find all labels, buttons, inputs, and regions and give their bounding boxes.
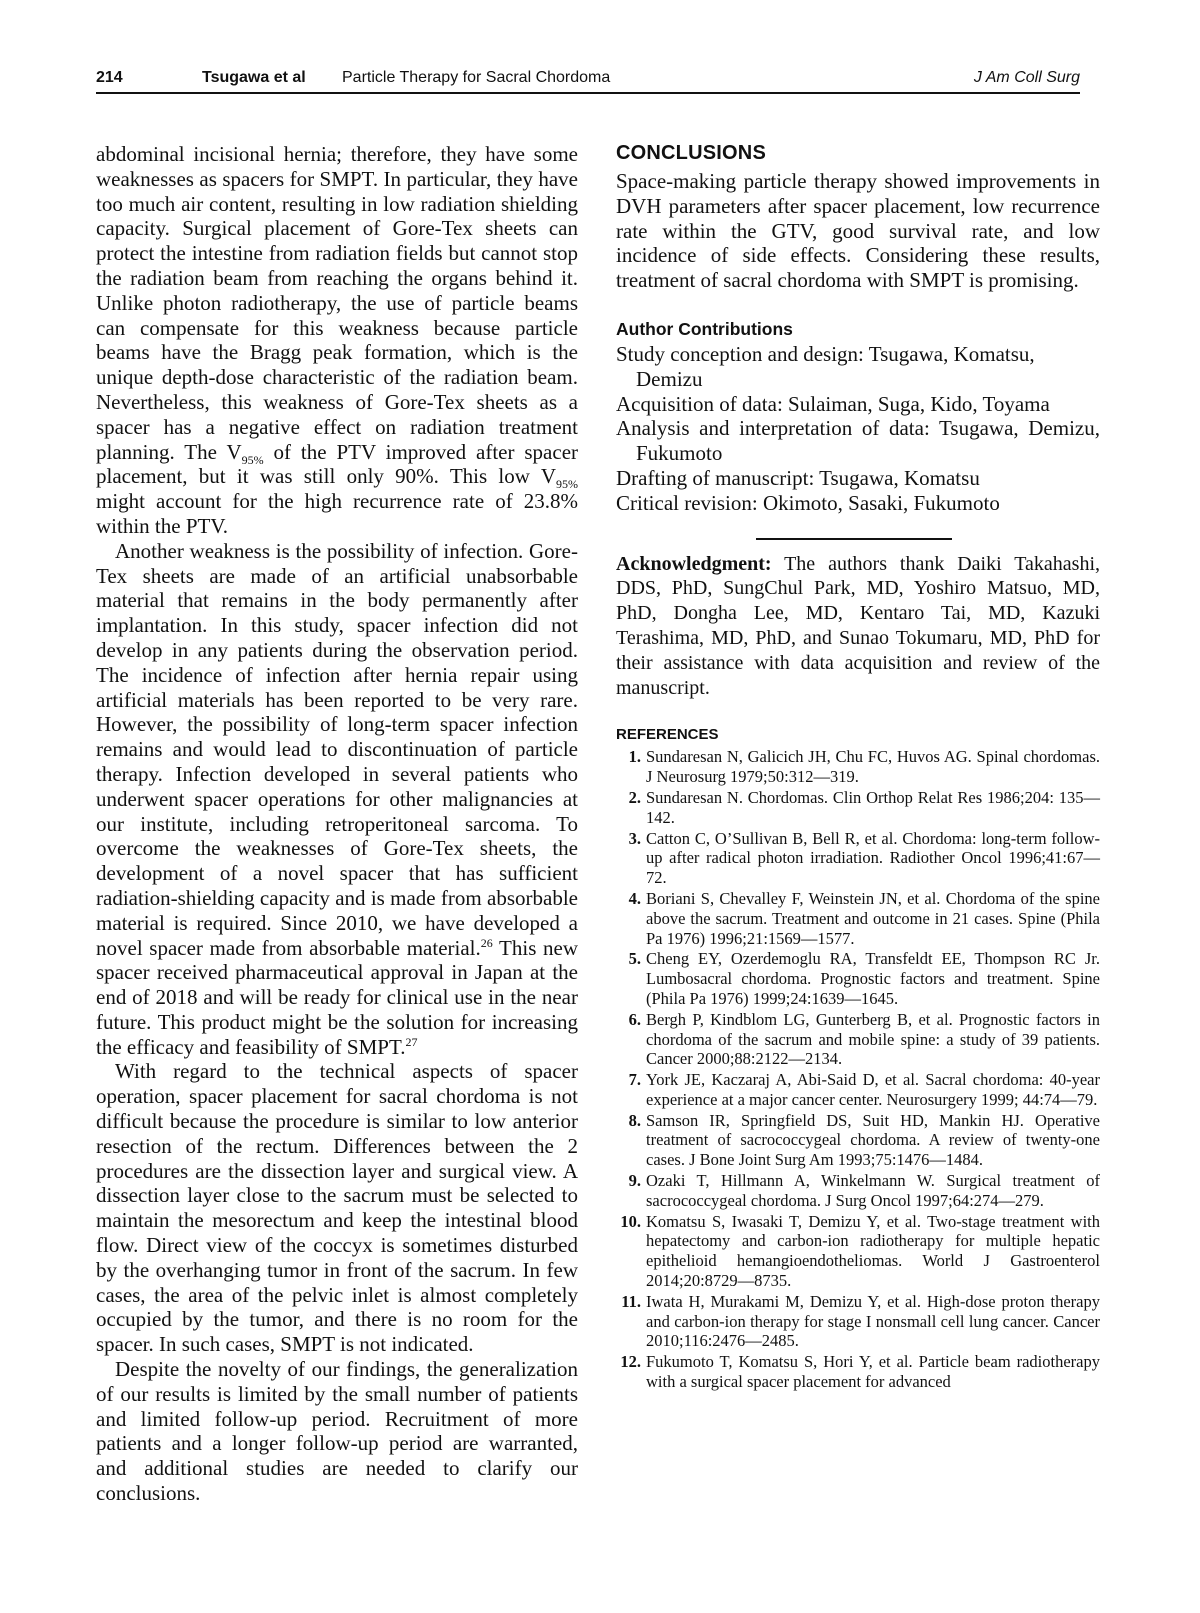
reference-number: 12. <box>620 1352 641 1372</box>
paragraph-limitations: Despite the novelty of our findings, the generalization of our results is limited by the small number of patients and limited follow-up period. Recruitment of more patients and a longer follow-up period are warranted, and additional studies are needed to clarify our conclusions. <box>96 1357 578 1506</box>
contribution-line: Drafting of manuscript: Tsugawa, Komatsu <box>616 465 980 490</box>
reference-number: 2. <box>628 787 641 807</box>
acknowledgment <box>616 552 1100 701</box>
reference-text: Catton C, O’Sullivan B, Bell R, et al. Chordoma: long-term follow-up after radical photon irradiation. Radiother Oncol 1996;41:67—72. <box>646 828 1100 888</box>
citation-superscript: 26 <box>480 935 493 950</box>
paragraph-text: abdominal incisional hernia; therefore, they have some weaknesses as spacers for SMPT. In particular, they have too much air content, resulting in low radiation shielding capacity. Surgical placement of Gore-Tex sheets can protect the intestine from radiation fields but cannot stop the radiation beam from reaching the organs behind it. Unlike photon radiotherapy, the use of particle beams can compensate for this weakness because particle beams have the Bragg peak formation, which is the unique depth-dose characteristic of the radiation beam. Nevertheless, this weakness of Gore-Tex sheets as a spacer has a negative effect on radiation treatment planning. The <box>96 142 578 464</box>
reference-item <box>616 1171 1100 1211</box>
reference-number: 10. <box>620 1211 641 1231</box>
references-heading: REFERENCES <box>616 726 719 744</box>
reference-item <box>616 1010 1100 1069</box>
paragraph-text: Another weakness is the possibility of infection. Gore-Tex sheets are made of an artificial unabsorbable material that remains in the body permanently after implantation. In this study, spacer infection did not develop in any patients during the observation period. The incidence of infection after hernia repair using artificial materials has been reported to be very rare. However, the possibility of long-term spacer infection remains and would lead to discontinuation of particle therapy. Infection developed in several patients who underwent spacer operations for other malignancies at our institute, including retroperitoneal sarcoma. To overcome the weaknesses of Gore-Tex sheets, the development of a novel spacer that has sufficient radiation-shielding capacity and is made from absorbable material is required. Since 2010, we have developed a novel spacer made from absorbable material. <box>96 538 578 960</box>
paragraph-text: might account for the high recurrence rate of 23.8% within the PTV. <box>96 489 578 538</box>
header-article-title: Particle Therapy for Sacral Chordoma <box>342 69 611 86</box>
header-authors: Tsugawa et al <box>202 69 306 86</box>
section-divider <box>756 538 952 540</box>
reference-item <box>616 788 1100 828</box>
reference-item <box>616 1070 1100 1110</box>
paragraph-spacer-weakness <box>96 142 578 539</box>
reference-number: 4. <box>628 888 641 908</box>
acknowledgment-text: The authors thank Daiki Takahashi, DDS, PhD, SungChul Park, MD, Yoshiro Matsuo, MD, PhD, Dongha Lee, MD, Kentaro Tai, MD, Kazuki Terashima, MD, PhD, and Sunao Tokumaru, MD, PhD for their assistance with data acquisition and review of the manuscript. <box>616 552 1100 699</box>
reference-text: Samson IR, Springfield DS, Suit HD, Mankin HJ. Operative treatment of sacrococcygeal chordoma. A review of twenty-one cases. J Bone Joint Surg Am 1993;75:1476—1484. <box>646 1110 1100 1170</box>
reference-item <box>616 889 1100 948</box>
references-list <box>616 747 1100 1392</box>
reference-number: 3. <box>628 828 641 848</box>
acknowledgment-label: Acknowledgment: <box>616 552 772 575</box>
header-journal-name: J Am Coll Surg <box>973 69 1080 86</box>
paragraph-infection <box>96 539 578 1060</box>
v95-symbol: V <box>540 464 556 489</box>
reference-text: Sundaresan N. Chordomas. Clin Orthop Relat Res 1986;204: 135—142. <box>646 787 1100 827</box>
left-column <box>96 142 578 1506</box>
reference-number: 1. <box>628 747 641 767</box>
reference-item <box>616 747 1100 787</box>
reference-item <box>616 1212 1100 1291</box>
reference-text: Boriani S, Chevalley F, Weinstein JN, et al. Chordoma of the spine above the sacrum. Treatment and outcome in 21 cases. Spine (Phila Pa 1976) 1996;21:1569—1577. <box>646 888 1100 948</box>
reference-item <box>616 1352 1100 1392</box>
reference-item <box>616 1292 1100 1351</box>
reference-item <box>616 1111 1100 1170</box>
contribution-line: Critical revision: Okimoto, Sasaki, Fukumoto <box>616 490 1000 515</box>
reference-text: Ozaki T, Hillmann A, Winkelmann W. Surgical treatment of sacrococcygeal chordoma. J Surg Oncol 1997;64:274—279. <box>646 1171 1100 1210</box>
reference-number: 11. <box>621 1291 641 1311</box>
reference-number: 7. <box>628 1070 641 1090</box>
reference-number: 8. <box>628 1110 641 1130</box>
reference-number: 6. <box>628 1009 641 1029</box>
reference-item <box>616 949 1100 1008</box>
reference-text: Komatsu S, Iwasaki T, Demizu Y, et al. Two-stage treatment with hepatectomy and carbon-ion radiotherapy for multiple hepatic epithelioid hemangioendotheliomas. World J Gastroenterol 2014;20:8729—8735. <box>646 1211 1100 1291</box>
paragraph-text: of the PTV improved after spacer placement, but it was still only 90%. This low <box>96 439 579 489</box>
conclusions-heading: CONCLUSIONS <box>616 142 766 164</box>
paragraph-technical-aspects: With regard to the technical aspects of spacer operation, spacer placement for sacral chordoma is not difficult because the procedure is similar to low anterior resection of the rectum. Differences between the 2 procedures are the dissection layer and surgical view. A dissection layer close to the sacrum must be selected to maintain the mesorectum and keep the intestinal blood flow. Direct view of the coccyx is sometimes disturbed by the overhanging tumor in front of the sacrum. In few cases, the area of the pelvic inlet is almost completely occupied by the tumor, and there is no room for the spacer. In such cases, SMPT is not indicated. <box>96 1059 578 1357</box>
page-number: 214 <box>96 69 123 86</box>
reference-text: Fukumoto T, Komatsu S, Hori Y, et al. Particle beam radiotherapy with a surgical spacer placement for advanced <box>646 1352 1100 1392</box>
reference-text: Iwata H, Murakami M, Demizu Y, et al. High-dose proton therapy and carbon-ion therapy for stage I nonsmall cell lung cancer. Cancer 2010;116:2476—2485. <box>646 1291 1100 1351</box>
reference-text: Cheng EY, Ozerdemoglu RA, Transfeldt EE, Thompson RC Jr. Lumbosacral chordoma. Prognostic factors and treatment. Spine (Phila Pa 1976) 1999;24:1639—1645. <box>646 949 1100 1008</box>
reference-text: Sundaresan N, Galicich JH, Chu FC, Huvos AG. Spinal chordomas. J Neurosurg 1979;50:312—319. <box>646 747 1100 787</box>
v95-subscript: 95% <box>241 452 264 467</box>
reference-text: Bergh P, Kindblom LG, Gunterberg B, et al. Prognostic factors in chordoma of the sacrum and mobile spine: a study of 39 patients. Cancer 2000;88:2122—2134. <box>646 1009 1100 1069</box>
reference-item <box>616 829 1100 888</box>
v95-subscript: 95% <box>556 477 578 492</box>
conclusions-text: Space-making particle therapy showed improvements in DVH parameters after spacer placement, low recurrence rate within the GTV, good survival rate, and low incidence of side effects. Considering these results, treatment of sacral chordoma with SMPT is promising. <box>616 169 1100 293</box>
contribution-line: Analysis and interpretation of data: Tsugawa, Demizu, Fukumoto <box>616 416 1100 466</box>
running-header <box>96 66 1080 94</box>
v95-symbol: V <box>226 439 242 464</box>
contribution-line: Acquisition of data: Sulaiman, Suga, Kido, Toyama <box>616 391 1050 416</box>
author-contributions-list <box>616 342 1100 516</box>
reference-text: York JE, Kaczaraj A, Abi-Said D, et al. Sacral chordoma: 40-year experience at a major cancer center. Neurosurgery 1999; 44:74—79. <box>646 1070 1100 1109</box>
author-contributions-heading: Author Contributions <box>616 318 793 339</box>
paragraph-text: This new spacer received pharmaceutical approval in Japan at the end of 2018 and will be ready for clinical use in the near future. This product might be the solution for increasing the efficacy and feasibility of SMPT. <box>96 935 578 1059</box>
reference-number: 9. <box>628 1171 641 1191</box>
citation-superscript: 27 <box>405 1034 418 1049</box>
reference-number: 5. <box>628 949 641 969</box>
right-column <box>616 142 1100 1393</box>
contribution-line: Study conception and design: Tsugawa, Komatsu, Demizu <box>616 341 1035 391</box>
